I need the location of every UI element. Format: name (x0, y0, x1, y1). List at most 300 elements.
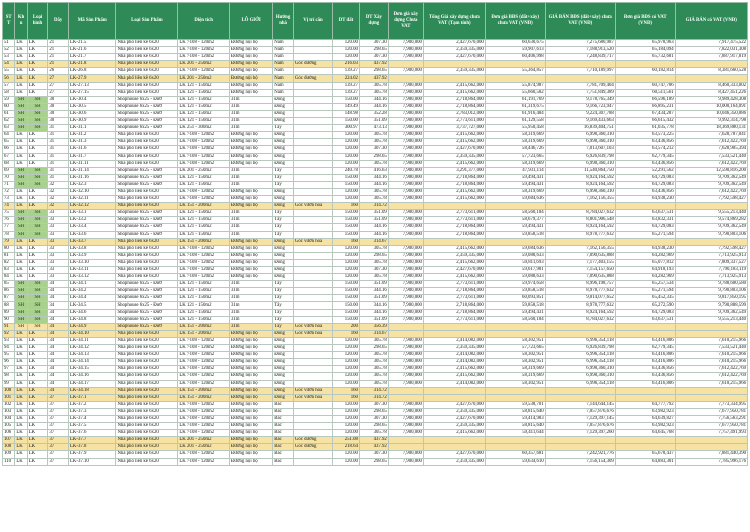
table-cell: Nhà phố liền kề 6x20 (116, 423, 178, 430)
table-cell: SH (27, 231, 48, 238)
table-cell: 7,628,905,394 (675, 146, 747, 153)
table-cell: LK 121 - 150m2 (178, 82, 230, 89)
table-cell: SH (27, 281, 48, 288)
table-row[interactable] (3, 110, 748, 117)
table-cell: 16,839,404,751 (545, 125, 615, 132)
table-cell: 7,900,000 (388, 153, 423, 160)
table-cell: 65,732,681 (615, 54, 675, 61)
table-cell: Nhà phố liền kề 6x20 (116, 54, 178, 61)
table-cell: 63,574,212 (615, 146, 675, 153)
table-cell: LK-34.5 (69, 302, 116, 309)
table-cell: 58,319,669 (485, 160, 545, 167)
table-cell (615, 394, 675, 401)
table-cell: LK-21.5 (69, 40, 116, 47)
column-header[interactable]: Loại hình (27, 3, 48, 40)
table-cell: LK (15, 153, 27, 160)
column-header[interactable]: Diện tích (178, 3, 230, 40)
table-cell: Đường nội bộ (229, 132, 272, 139)
table-row[interactable] (3, 288, 748, 295)
price-table (2, 2, 748, 466)
table-cell: 93 (3, 337, 15, 344)
table-cell: Đường nội bộ (229, 345, 272, 352)
table-cell: 34 (48, 281, 69, 288)
table-row[interactable] (3, 274, 748, 281)
column-header[interactable]: LÔ GIỚI (229, 3, 272, 40)
table-cell: 9,166,723,947 (545, 103, 615, 110)
table-cell: 75 (3, 210, 15, 217)
table-cell: Bắc (273, 401, 294, 408)
table-cell: Đường nội bộ (229, 401, 272, 408)
table-cell: Đường nội bộ (229, 196, 272, 203)
table-cell: 33 (48, 252, 69, 259)
table-row[interactable] (3, 352, 748, 359)
table-cell: LK (27, 274, 48, 281)
table-cell: 21 (48, 54, 69, 61)
table-cell: 7,162,156,355 (545, 245, 615, 252)
table-row[interactable] (3, 160, 748, 167)
table-row[interactable] (3, 281, 748, 288)
table-row[interactable] (3, 82, 748, 89)
table-cell: 78 (3, 231, 15, 238)
table-row[interactable] (3, 181, 748, 188)
table-cell (293, 458, 332, 465)
table-cell: SH (15, 309, 27, 316)
table-row[interactable] (3, 224, 748, 231)
table-row[interactable] (3, 408, 748, 415)
table-cell: 58,319,669 (485, 373, 545, 380)
table-cell: 59,811,693 (485, 259, 545, 266)
table-cell (615, 437, 675, 444)
table-cell: 99 (3, 380, 15, 387)
table-cell: 60,747,706 (615, 82, 675, 89)
table-cell: 33 (48, 245, 69, 252)
table-cell: 7,900,000 (388, 316, 423, 323)
table-cell: 37 (48, 415, 69, 422)
table-cell: 7,900,000 (388, 458, 423, 465)
table-row[interactable] (3, 295, 748, 302)
table-cell (293, 181, 332, 188)
table-cell: LK-33.11 (69, 267, 116, 274)
table-cell: 7,610,215,966 (675, 359, 747, 366)
table-cell: Đông (273, 373, 294, 380)
table-cell: LK-27.9 (69, 75, 116, 82)
table-cell: 30 (48, 118, 69, 125)
table-cell: 7,822,031,308 (675, 47, 747, 54)
table-cell: 7,757,491,993 (675, 430, 747, 437)
table-row[interactable] (3, 40, 748, 47)
table-cell (423, 75, 485, 82)
table-row[interactable] (3, 380, 748, 387)
table-cell: 9,788,600,580 (675, 281, 747, 288)
table-cell (388, 323, 423, 330)
table-cell: 8,784,027,632 (545, 316, 615, 323)
table-cell: 58,560,184 (485, 316, 545, 323)
table-row[interactable] (3, 373, 748, 380)
table-cell: Bắc (273, 437, 294, 444)
table-cell: 8,996,198,757 (545, 281, 615, 288)
table-cell: LK 121 - 150m2 (178, 217, 230, 224)
table-cell: 7,275,680,987 (545, 40, 615, 47)
table-cell: Shophouse 6x25 - Đườ (116, 281, 178, 288)
table-row[interactable] (3, 188, 748, 195)
column-header[interactable]: Hướng nhà (273, 3, 294, 40)
table-cell (388, 75, 423, 82)
table-cell: Đông (273, 153, 294, 160)
table-cell: 3,737,727,000 (423, 125, 485, 132)
table-cell: LK (27, 68, 48, 75)
table-cell: 57,723,665 (485, 153, 545, 160)
table-cell (675, 238, 747, 245)
table-cell: Nhà phố liền kề 6x20 (116, 238, 178, 245)
table-cell: Đông (273, 110, 294, 117)
table-row[interactable] (3, 231, 748, 238)
table-cell: 34 (48, 288, 69, 295)
table-cell: 89 (3, 309, 15, 316)
table-row[interactable] (3, 203, 748, 210)
table-cell: LK >108 - 120m2 (178, 267, 230, 274)
table-cell: LK (15, 245, 27, 252)
table-cell: SH (15, 323, 27, 330)
table-cell: LK-37.10 (69, 458, 116, 465)
table-cell: LK (27, 245, 48, 252)
table-cell (293, 224, 332, 231)
table-row[interactable] (3, 47, 748, 54)
table-cell: 120.00 (333, 153, 360, 160)
table-row[interactable] (3, 394, 748, 401)
table-cell: 62,779,345 (615, 345, 675, 352)
column-header[interactable]: Kh u (15, 3, 27, 40)
table-cell (615, 238, 675, 245)
column-header[interactable]: DT Xây dựng (359, 3, 388, 40)
table-cell (293, 110, 332, 117)
table-row[interactable] (3, 132, 748, 139)
table-cell: LK 121 - 150m2 (178, 281, 230, 288)
table-cell: LK >108 - 120m2 (178, 359, 230, 366)
table-cell: 9,989,428,308 (675, 96, 747, 103)
column-header[interactable]: Vị trí căn (293, 3, 332, 40)
column-header[interactable]: ST T (3, 3, 15, 40)
table-cell: Nhà phố liền kề 6x20 (116, 415, 178, 422)
table-cell: 307.30 (359, 54, 388, 61)
table-cell (615, 444, 675, 451)
table-row[interactable] (3, 118, 748, 125)
table-row[interactable] (3, 337, 748, 344)
table-row[interactable] (3, 359, 748, 366)
table-cell (293, 82, 332, 89)
table-cell: 33 (48, 231, 69, 238)
table-cell: 31m (229, 210, 272, 217)
column-header[interactable]: Loại Sản Phẩm (116, 3, 178, 40)
table-cell: 66,895,231 (615, 103, 675, 110)
table-cell: 351.09 (359, 210, 388, 217)
table-cell: LK (27, 401, 48, 408)
table-cell: LK >108 - 120m2 (178, 245, 230, 252)
table-cell: 9,790,803,106 (675, 288, 747, 295)
table-cell: Shophouse 6x25 - Đườ (116, 217, 178, 224)
table-cell: 7,756,563,291 (675, 415, 747, 422)
table-row[interactable] (3, 68, 748, 75)
table-cell: Đường nội bộ (229, 89, 272, 96)
table-cell: 47,931,114 (485, 167, 545, 174)
table-cell (293, 295, 332, 302)
table-row[interactable] (3, 61, 748, 68)
table-row[interactable] (3, 210, 748, 217)
table-row[interactable] (3, 146, 748, 153)
table-row[interactable] (3, 245, 748, 252)
table-cell: 7,900,000 (388, 54, 423, 61)
table-cell: 2,427,670,000 (423, 401, 485, 408)
table-cell: LK 121 - 150m2 (178, 295, 230, 302)
table-cell: 7,900,000 (388, 47, 423, 54)
table-cell: LK (15, 203, 27, 210)
column-header[interactable]: Dãy (48, 3, 69, 40)
table-cell: LK (15, 401, 27, 408)
table-cell: LK (15, 40, 27, 47)
table-row[interactable] (3, 217, 748, 224)
table-cell (293, 210, 332, 217)
table-cell: 7,713,925,913 (675, 274, 747, 281)
table-cell (293, 54, 332, 61)
table-cell: 139.27 (333, 89, 360, 96)
table-cell (293, 188, 332, 195)
table-cell: LK 201 - 250m2 (178, 75, 230, 82)
table-cell: 74 (3, 203, 15, 210)
table-cell: Nhà phố liền kề 6x20 (116, 451, 178, 458)
table-cell: Đường nội bộ (229, 153, 272, 160)
table-cell: 150.00 (333, 288, 360, 295)
table-cell: Shophouse 6x25 - Đườ (116, 288, 178, 295)
table-row[interactable] (3, 345, 748, 352)
table-cell: Đường nội bộ (229, 252, 272, 259)
table-row[interactable] (3, 196, 748, 203)
table-row[interactable] (3, 323, 748, 330)
table-cell: Nhà phố liền kề 6x20 (116, 408, 178, 415)
table-cell: 437.92 (359, 61, 388, 68)
table-cell: LK-31.6 (69, 146, 116, 153)
table-cell: Đường nội bộ (229, 61, 272, 68)
table-row[interactable] (3, 167, 748, 174)
table-cell: Nhà phố liền kề 6x20 (116, 68, 178, 75)
table-cell: Nhà phố liền kề 6x20 (116, 160, 178, 167)
column-header[interactable]: Mã Sản Phẩm (69, 3, 116, 40)
table-row[interactable] (3, 430, 748, 437)
column-header[interactable]: GIÁ BÁN BĐS (đất+xây) chưa VAT (VNĐ) (545, 3, 615, 40)
table-cell: 65,978,963 (615, 40, 675, 47)
table-cell: Góc vườn hoa (293, 323, 332, 330)
table-cell: Đường nội bộ (229, 458, 272, 465)
table-cell: 7,900,000 (388, 245, 423, 252)
table-cell: 6,998,360,310 (545, 188, 615, 195)
table-cell: 298.65 (359, 47, 388, 54)
table-cell: 10,046,350,086 (675, 110, 747, 117)
table-cell: 88 (3, 302, 15, 309)
table-row[interactable] (3, 103, 748, 110)
table-cell: SH (15, 125, 27, 132)
table-cell: LK (15, 394, 27, 401)
table-cell: LK-37.7 (69, 437, 116, 444)
table-cell (485, 61, 545, 68)
table-row[interactable] (3, 139, 748, 146)
table-cell: 2,414,082,000 (423, 337, 485, 344)
table-row[interactable] (3, 387, 748, 394)
table-cell (293, 408, 332, 415)
table-row[interactable] (3, 415, 748, 422)
table-row[interactable] (3, 54, 748, 61)
table-cell: 63,436,856 (615, 188, 675, 195)
table-row[interactable] (3, 302, 748, 309)
table-cell: Đường nội bộ (229, 203, 272, 210)
table-cell: 65,271,594 (615, 288, 675, 295)
table-row[interactable] (3, 267, 748, 274)
table-cell: LK 121 - 150m2 (178, 224, 230, 231)
table-cell: Nhà phố liền kề 6x20 (116, 359, 178, 366)
table-row[interactable] (3, 423, 748, 430)
table-row[interactable] (3, 309, 748, 316)
table-row[interactable] (3, 330, 748, 337)
table-body (3, 40, 748, 466)
table-row[interactable] (3, 401, 748, 408)
table-cell: LK (27, 451, 48, 458)
table-cell (545, 75, 615, 82)
table-cell: 314.72 (359, 394, 388, 401)
column-header[interactable]: Đơn giá xây dựng Chưa VAT (388, 3, 423, 40)
table-cell (388, 61, 423, 68)
table-cell: Đông (273, 252, 294, 259)
column-header[interactable]: GIÁ BÁN có VAT (VNĐ) (675, 3, 747, 40)
table-cell: LK-33.1 (69, 210, 116, 217)
table-cell: Shophouse 6x25 - Đườ (116, 302, 178, 309)
table-cell: Nhà phố liền kề 6x20 (116, 380, 178, 387)
table-cell: 7,785,996,176 (675, 458, 747, 465)
table-cell (293, 352, 332, 359)
table-cell: 314.67 (359, 238, 388, 245)
table-cell: 31m (229, 174, 272, 181)
table-cell: 55,874,987 (485, 82, 545, 89)
table-row[interactable] (3, 125, 748, 132)
table-cell: Đông (273, 103, 294, 110)
table-cell: 37 (48, 444, 69, 451)
table-row[interactable] (3, 444, 748, 451)
table-row[interactable] (3, 96, 748, 103)
table-row[interactable] (3, 153, 748, 160)
table-cell (615, 203, 675, 210)
table-cell (675, 437, 747, 444)
table-cell: 34 (48, 302, 69, 309)
table-cell: 87 (3, 295, 15, 302)
table-row[interactable] (3, 252, 748, 259)
table-cell: LK 201 - 250m2 (178, 167, 230, 174)
table-row[interactable] (3, 259, 748, 266)
table-cell: 2,415,662,000 (423, 139, 485, 146)
column-header[interactable]: Đơn giá BĐS (đất+xây) chưa VAT (VNĐ) (485, 3, 545, 40)
table-cell: 11,540,864,750 (545, 167, 615, 174)
column-header[interactable]: DT đất (333, 3, 360, 40)
table-cell: Góc vườn hoa (293, 238, 332, 245)
table-cell: 200 (333, 323, 360, 330)
table-cell: 9,817,850,195 (675, 295, 747, 302)
table-cell: 59,684,636 (485, 245, 545, 252)
table-cell: 73 (3, 196, 15, 203)
table-cell: LK-32.12 (69, 203, 116, 210)
table-cell: LK-37.1 (69, 394, 116, 401)
table-row[interactable] (3, 75, 748, 82)
table-row[interactable] (3, 89, 748, 96)
table-cell: LK 201 - 250m2 (178, 437, 230, 444)
table-cell: Đường nội bộ (229, 188, 272, 195)
table-cell: Đông (273, 394, 294, 401)
table-cell: Nhà phố liền kề 6x20 (116, 274, 178, 281)
table-cell: 305.78 (359, 132, 388, 139)
table-cell: Tây (273, 217, 294, 224)
table-cell: 26 (48, 68, 69, 75)
table-cell (293, 103, 332, 110)
table-cell: Đường nội bộ (229, 380, 272, 387)
table-cell: 7,900,000 (388, 302, 423, 309)
column-header[interactable]: Đơn giá BĐS có VAT (VNĐ) (615, 3, 675, 40)
table-cell: 55,364,857 (485, 68, 545, 75)
table-cell: 58,302,951 (485, 337, 545, 344)
table-cell: Nhà phố liền kề 6x20 (116, 245, 178, 252)
table-cell: 160 (333, 238, 360, 245)
table-cell (293, 174, 332, 181)
table-cell: 34 (48, 295, 69, 302)
table-cell: SH (27, 96, 48, 103)
table-cell: LK-26.8 (69, 68, 116, 75)
table-cell: Đông (273, 196, 294, 203)
table-row[interactable] (3, 366, 748, 373)
table-cell: LK (15, 160, 27, 167)
table-cell: Đường nội bộ (229, 387, 272, 394)
table-cell: LK-34.14 (69, 359, 116, 366)
table-row[interactable] (3, 437, 748, 444)
table-cell: 58,679,377 (485, 217, 545, 224)
table-cell: 92 (3, 330, 15, 337)
table-cell: 18,369,880,131 (675, 125, 747, 132)
column-header[interactable]: Tổng Giá xây dựng chưa VAT (Tạm tính) (423, 3, 485, 40)
table-cell (423, 387, 485, 394)
table-row[interactable] (3, 174, 748, 181)
table-row[interactable] (3, 458, 748, 465)
table-cell: LK 121 - 150m2 (178, 316, 230, 323)
table-row[interactable] (3, 238, 748, 245)
table-cell: 105 (3, 423, 15, 430)
table-cell: LK-31.2 (69, 132, 116, 139)
table-cell: SH (27, 288, 48, 295)
table-cell (545, 444, 615, 451)
table-cell: 120.00 (333, 451, 360, 458)
table-cell: LK >108 - 120m2 (178, 252, 230, 259)
table-cell: 139.27 (333, 82, 360, 89)
table-cell: 120.00 (333, 352, 360, 359)
table-row[interactable] (3, 316, 748, 323)
table-cell: LK (27, 132, 48, 139)
table-cell: 59,494,431 (485, 174, 545, 181)
table-cell (423, 444, 485, 451)
table-cell (675, 444, 747, 451)
table-cell: LK 201 - 250m2 (178, 444, 230, 451)
table-cell: 95 (3, 352, 15, 359)
table-cell: 60,182,814 (615, 68, 675, 75)
table-cell: LK >108 - 120m2 (178, 139, 230, 146)
table-cell: LK 151 - 200m2 (178, 394, 230, 401)
table-cell: 7,900,000 (388, 352, 423, 359)
table-row[interactable] (3, 451, 748, 458)
table-cell: 34 (48, 345, 69, 352)
table-cell: 344.16 (359, 302, 388, 309)
table-cell: Bắc (273, 451, 294, 458)
table-cell: 64,938,230 (615, 196, 675, 203)
table-cell: 2,415,662,000 (423, 430, 485, 437)
